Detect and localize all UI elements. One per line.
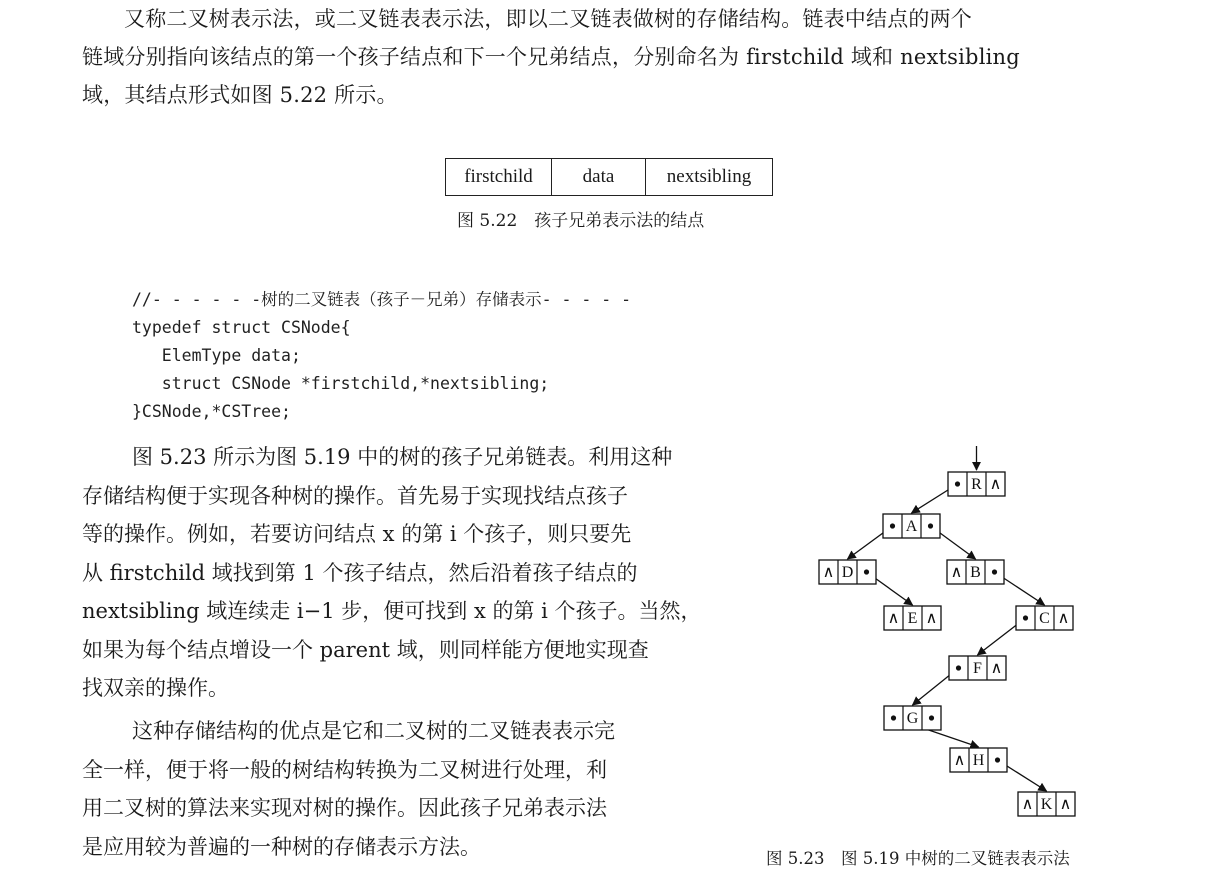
tree-node-label: G <box>906 710 919 727</box>
field-data: data <box>552 159 646 195</box>
para1-line: 如果为每个结点增设一个 parent 域，则同样能方便地实现查 <box>82 637 649 662</box>
code-line: //- - - - - -树的二叉链表（孩子－兄弟）存储表示- - - - - <box>132 290 632 309</box>
tree-node-label: R <box>971 476 982 493</box>
tree-node-label: D <box>841 564 854 581</box>
null-pointer-mark: ∧ <box>1021 796 1034 813</box>
para2-line: 用二叉树的算法来实现对树的操作。因此孩子兄弟表示法 <box>82 796 607 820</box>
tree-node-b <box>947 560 1004 584</box>
tree-node-h <box>950 748 1007 772</box>
pointer-dot <box>1023 615 1028 620</box>
pointer-dot <box>928 523 933 528</box>
tree-node-label: B <box>970 564 981 581</box>
null-pointer-mark: ∧ <box>953 752 966 769</box>
figure-5-23-caption: 图 5.23 图 5.19 中树的二叉链表表示法 <box>766 849 1070 868</box>
tree-node-g <box>884 706 941 730</box>
null-pointer-mark: ∧ <box>990 660 1003 677</box>
tree-node-label: A <box>905 518 918 535</box>
code-line: ElemType data; <box>132 346 301 365</box>
para1-line: 从 firstchild 域找到第 1 个孩子结点，然后沿着孩子结点的 <box>82 560 638 585</box>
tree-node-k <box>1018 792 1075 816</box>
pointer-dot <box>956 665 961 670</box>
pointer-dot <box>995 757 1000 762</box>
para1-line: 等的操作。例如，若要访问结点 x 的第 i 个孩子，则只要先 <box>82 522 632 546</box>
intro-line: 又称二叉树表示法，或二叉链表表示法，即以二叉链表做树的存储结构。链表中结点的两个 <box>124 7 972 31</box>
tree-node-a <box>883 514 940 538</box>
para1-line: nextsibling 域连续走 i−1 步，便可找到 x 的第 i 个孩子。当然， <box>82 599 702 623</box>
null-pointer-mark: ∧ <box>1057 610 1070 627</box>
intro-line: 链域分别指向该结点的第一个孩子结点和下一个兄弟结点，分别命名为 firstchild 域和 nextsibling <box>82 45 1020 69</box>
null-pointer-mark: ∧ <box>1059 796 1072 813</box>
tree-node-label: E <box>907 610 918 627</box>
field-nextsibling: nextsibling <box>666 166 752 187</box>
pointer-dot <box>890 523 895 528</box>
code-line: }CSNode,*CSTree; <box>132 402 291 421</box>
tree-node-c <box>1016 606 1073 630</box>
pointer-dot <box>864 569 869 574</box>
null-pointer-mark: ∧ <box>822 564 835 581</box>
para1-line: 图 5.23 所示为图 5.19 中的树的孩子兄弟链表。利用这种 <box>132 445 673 469</box>
para1-line: 找双亲的操作。 <box>82 676 229 700</box>
null-pointer-mark: ∧ <box>925 610 938 627</box>
field-firstchild: firstchild <box>446 159 552 195</box>
code-line: typedef struct CSNode{ <box>132 318 351 337</box>
tree-node-label: K <box>1040 796 1053 813</box>
tree-node-label: C <box>1039 610 1050 627</box>
para1-line: 存储结构便于实现各种树的操作。首先易于实现找结点孩子 <box>82 483 628 508</box>
para2-line: 全一样，便于将一般的树结构转换为二叉树进行处理，利 <box>82 757 607 782</box>
para2-line: 这种存储结构的优点是它和二叉树的二叉链表表示完 <box>132 719 615 743</box>
null-pointer-mark: ∧ <box>989 476 1002 493</box>
code-line: struct CSNode *firstchild,*nextsibling; <box>132 374 550 393</box>
pointer-dot <box>955 481 960 486</box>
null-pointer-mark: ∧ <box>950 564 963 581</box>
tree-node-r <box>948 472 1005 496</box>
para2-line: 是应用较为普遍的一种树的存储表示方法。 <box>82 834 481 859</box>
pointer-dot <box>992 569 997 574</box>
tree-node-e <box>884 606 941 630</box>
tree-node-label: H <box>972 752 985 769</box>
intro-line: 域，其结点形式如图 5.22 所示。 <box>82 83 398 107</box>
pointer-dot <box>891 715 896 720</box>
pointer-dot <box>929 715 934 720</box>
tree-node-d <box>819 560 876 584</box>
tree-node-f <box>949 656 1006 680</box>
tree-node-label: F <box>973 660 982 677</box>
figure-5-22-caption: 图 5.22 孩子兄弟表示法的结点 <box>457 211 705 231</box>
null-pointer-mark: ∧ <box>887 610 900 627</box>
